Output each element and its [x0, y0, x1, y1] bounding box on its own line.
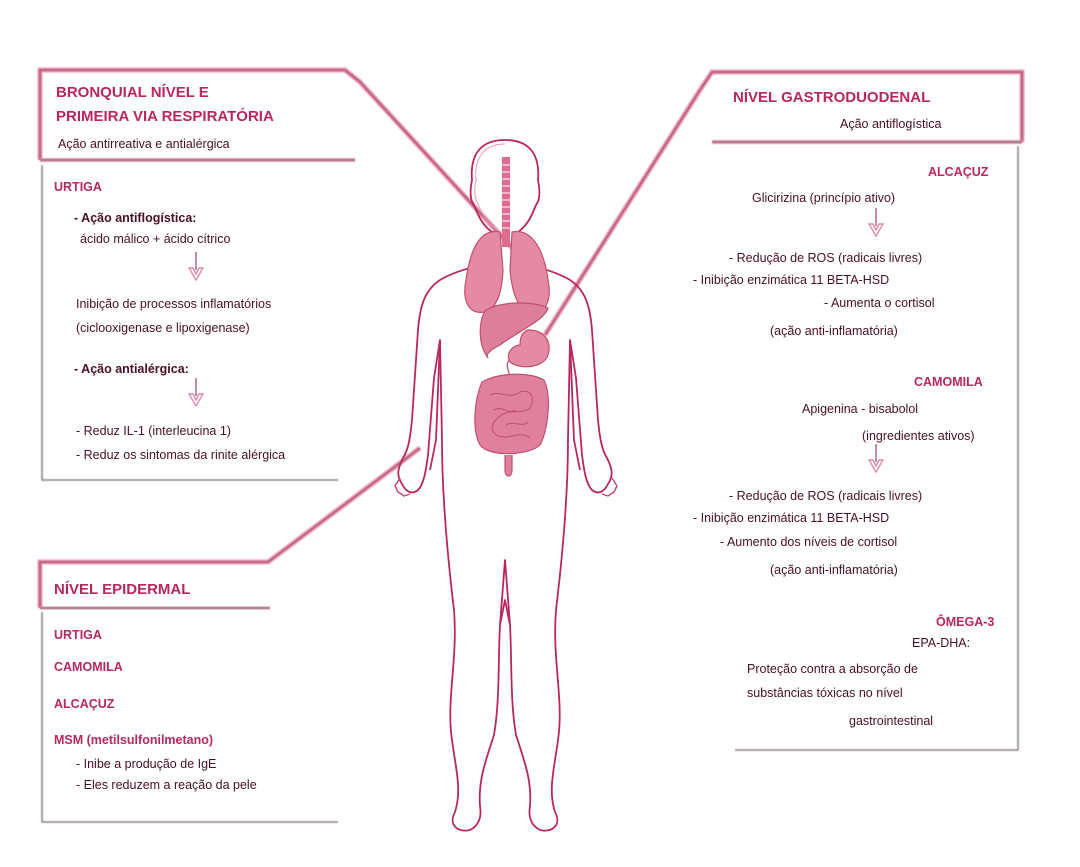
camomila-active-line2: (ingredientes ativos): [862, 429, 975, 443]
alcacuz-effect-cortisol: - Aumenta o cortisol: [824, 296, 935, 310]
gastro-omega3-title: ÔMEGA-3: [936, 615, 995, 629]
msm-effect-skin: - Eles reduzem a reação da pele: [76, 778, 257, 792]
organs: [465, 232, 549, 476]
alcacuz-active-ingredient: Glicirizina (princípio ativo): [752, 191, 896, 205]
alcacuz-effect-enzyme: - Inibição enzimática 11 BETA-HSD: [693, 273, 890, 287]
camomila-effect-enzyme: - Inibição enzimática 11 BETA-HSD: [693, 511, 890, 525]
arrow-down-icon: [866, 208, 886, 240]
trachea: [502, 157, 510, 247]
omega3-active: EPA-DHA:: [912, 636, 971, 650]
omega3-effect-line3: gastrointestinal: [849, 714, 934, 728]
left-lung: [465, 232, 503, 313]
rectum: [505, 455, 512, 476]
arrow-down-icon: [186, 252, 206, 284]
antiallergic-action-label: - Ação antialérgica:: [74, 362, 189, 376]
bronchial-title-line2: PRIMEIRA VIA RESPIRATÓRIA: [56, 108, 274, 125]
camomila-effect-antiinflammatory: (ação anti-inflamatória): [770, 563, 898, 577]
antiflogistic-action-detail: ácido málico + ácido cítrico: [80, 232, 231, 246]
inflammation-inhibition-line1: Inibição de processos inflamatórios: [76, 297, 272, 311]
large-intestine: [475, 374, 548, 453]
camomila-active-line1: Apigenina - bisabolol: [802, 402, 919, 416]
camomila-effect-cortisol: - Aumento dos níveis de cortisol: [720, 535, 898, 549]
right-lung: [510, 232, 549, 313]
inflammation-inhibition-line2: (ciclooxigenase e lipoxigenase): [76, 321, 250, 335]
alcacuz-effect-ros: - Redução de ROS (radicais livres): [729, 251, 923, 265]
reduces-rhinitis-symptoms: - Reduz os sintomas da rinite alérgica: [76, 448, 286, 462]
hands: [395, 478, 617, 496]
bronchial-title-line1: BRONQUIAL NÍVEL E: [56, 84, 209, 101]
camomila-effect-ros: - Redução de ROS (radicais livres): [729, 489, 923, 503]
gastro-alcacuz-title: ALCAÇUZ: [928, 165, 989, 179]
arrow-down-icon: [186, 378, 206, 410]
antiflogistic-action-label: - Ação antiflogística:: [74, 211, 197, 225]
msm-effect-ige: - Inibe a produção de IgE: [76, 757, 217, 771]
arrow-down-icon: [866, 444, 886, 476]
epidermal-item-msm: MSM (metilsulfonilmetano): [54, 733, 214, 747]
omega3-effect-line1: Proteção contra a absorção de: [747, 662, 918, 676]
omega3-effect-line2: substâncias tóxicas no nível: [747, 686, 903, 700]
reduces-il1: - Reduz IL-1 (interleucina 1): [76, 424, 231, 438]
epidermal-title: NÍVEL EPIDERMAL: [54, 581, 191, 598]
gastro-title: NÍVEL GASTRODUODENAL: [733, 89, 931, 106]
epidermal-item-urtiga: URTIGA: [54, 628, 102, 642]
alcacuz-effect-antiinflammatory: (ação anti-inflamatória): [770, 324, 898, 338]
gastro-camomila-title: CAMOMILA: [914, 375, 983, 389]
bronchial-subtitle: Ação antirreativa e antialérgica: [58, 137, 230, 151]
epidermal-item-camomila: CAMOMILA: [54, 660, 123, 674]
epidermal-item-alcacuz: ALCAÇUZ: [54, 697, 115, 711]
bronchial-section-urtiga: URTIGA: [54, 180, 102, 194]
gastro-subtitle: Ação antiflogística: [840, 117, 942, 131]
